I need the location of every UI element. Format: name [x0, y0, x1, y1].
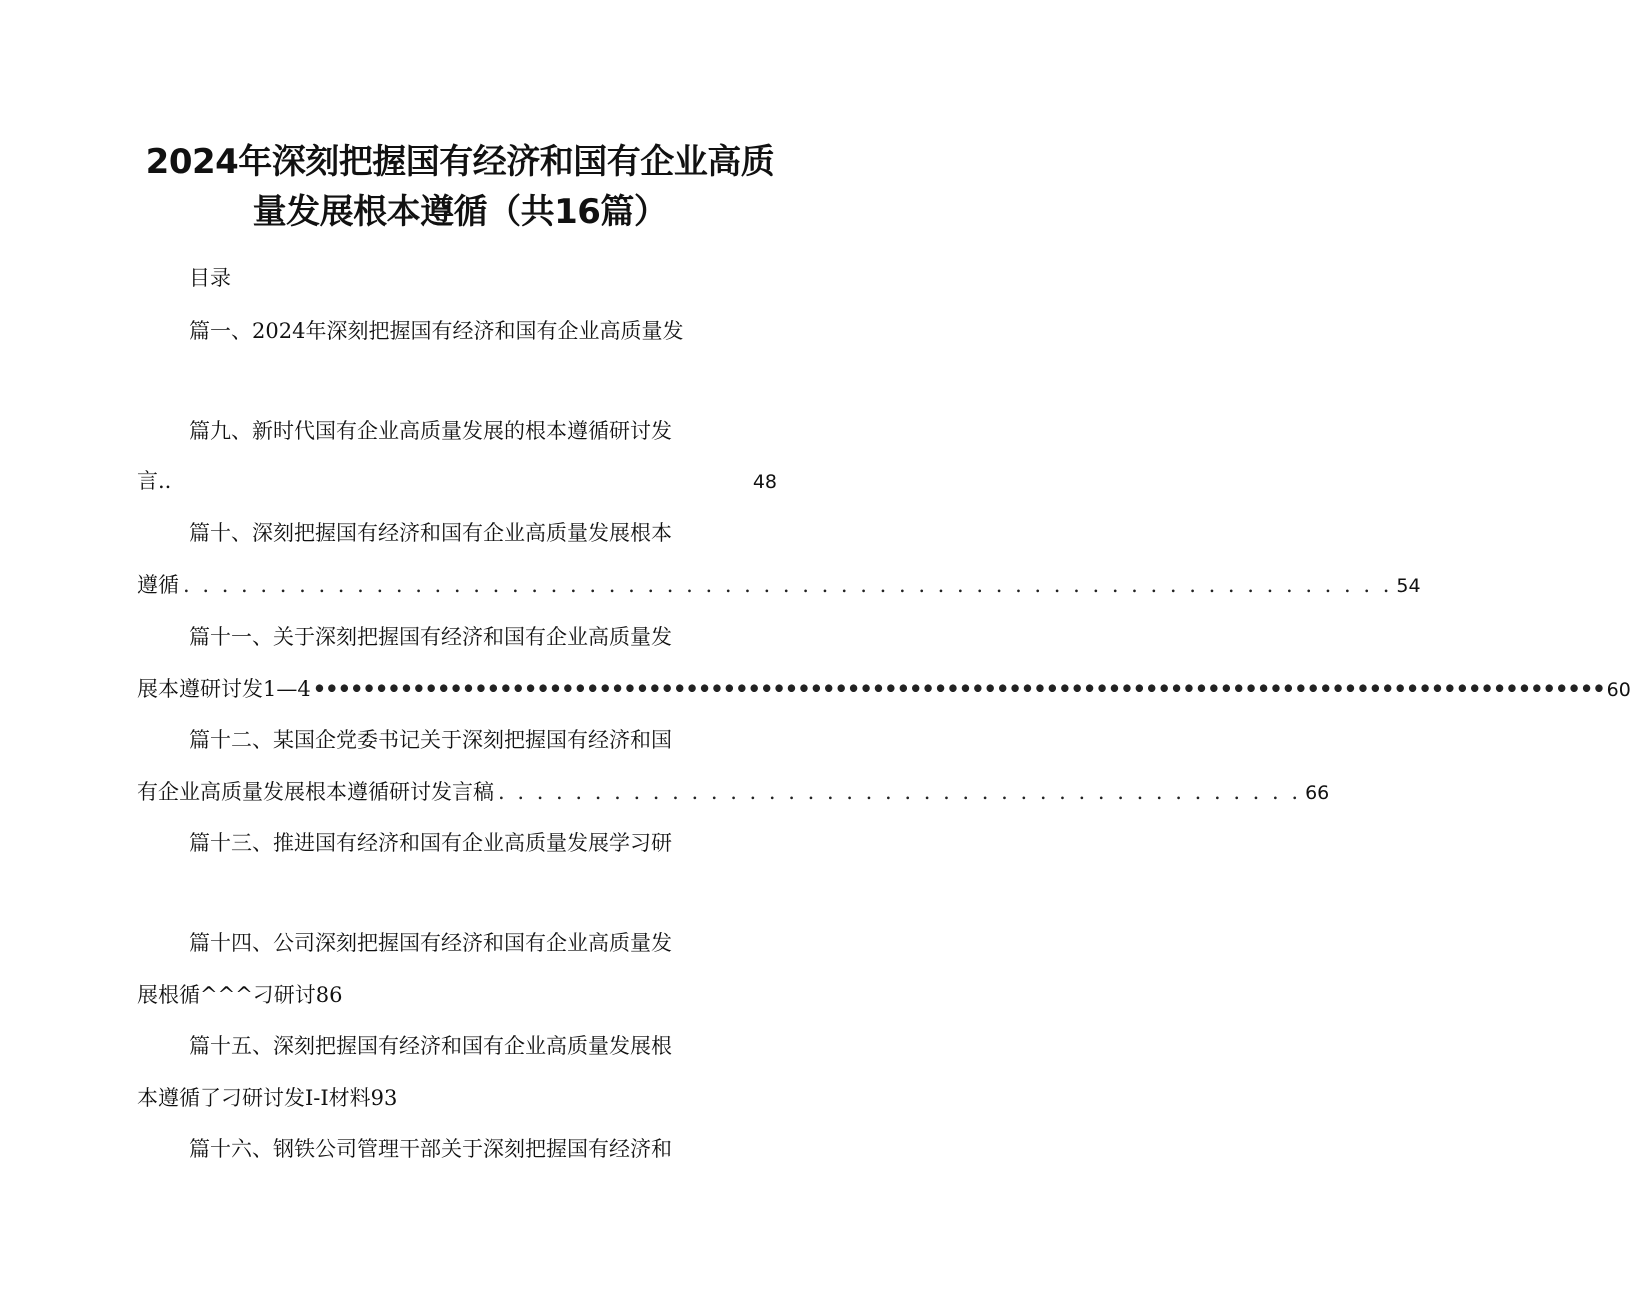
toc-heading: 目录	[189, 266, 231, 290]
toc-entry-15-line-2[interactable]: 本遵循了刁研讨发I-I材料93	[137, 1086, 398, 1110]
toc-entry-12-page: 66	[1305, 782, 1330, 804]
toc-entry-1-line-1[interactable]: 篇一、2024年深刻把握国有经济和国有企业高质量发	[189, 319, 684, 343]
toc-entry-13-line-1[interactable]: 篇十三、推进国有经济和国有企业高质量发展学习研	[189, 831, 672, 855]
toc-entry-10-line-1[interactable]: 篇十、深刻把握国有经济和国有企业高质量发展根本	[189, 521, 672, 545]
toc-entry-10-leader: . . . . . . . . . . . . . . . . . . . . . . . . . . . . . . . . . . . . . . . . . . . . . . . . . . . . . . . . . . . . . . .	[183, 573, 1393, 597]
toc-entry-12-line-2[interactable]	[137, 779, 1330, 806]
toc-entry-10-text: 遵循	[137, 573, 179, 597]
toc-entry-12-text: 有企业高质量发展根本遵循研讨发言稿	[137, 780, 494, 804]
toc-entry-14-line-1[interactable]: 篇十四、公司深刻把握国有经济和国有企业高质量发	[189, 931, 672, 955]
toc-entry-10-page: 54	[1396, 575, 1421, 597]
toc-entry-16-line-1[interactable]: 篇十六、钢铁公司管理干部关于深刻把握国有经济和	[189, 1137, 672, 1161]
toc-entry-10-line-2[interactable]	[137, 572, 1421, 599]
toc-entry-15-line-1[interactable]: 篇十五、深刻把握国有经济和国有企业高质量发展根	[189, 1034, 672, 1058]
toc-entry-12-leader: . . . . . . . . . . . . . . . . . . . . . . . . . . . . . . . . . . . . . . . . . .	[498, 780, 1302, 804]
toc-entry-12-line-1[interactable]: 篇十二、某国企党委书记关于深刻把握国有经济和国	[189, 728, 672, 752]
toc-entry-9-text: 言..	[137, 469, 172, 493]
toc-entry-9-line-2[interactable]	[137, 468, 777, 495]
toc-entry-11-page: 60	[1606, 679, 1631, 701]
toc-entry-11-text: 展本遵研讨发1—4	[137, 677, 311, 701]
toc-entry-14-line-2[interactable]: 展根循^^^刁研讨86	[137, 983, 343, 1007]
toc-entry-11-line-2[interactable]	[137, 676, 1631, 703]
document-title-line-2: 量发展根本遵循（共16篇）	[252, 192, 668, 232]
toc-entry-11-line-1[interactable]: 篇十一、关于深刻把握国有经济和国有企业高质量发	[189, 625, 672, 649]
document-title-line-1: 2024年深刻把握国有经济和国有企业高质	[145, 142, 775, 182]
toc-entry-9-line-1[interactable]: 篇九、新时代国有企业高质量发展的根本遵循研讨发	[189, 419, 672, 443]
toc-entry-11-leader: ••••••••••••••••••••••••••••••••••••••••••••••••••••••••••••••••••••••••••••••••••••••••••••••••••••••••	[312, 676, 1605, 701]
toc-entry-9-page: 48	[752, 471, 777, 493]
